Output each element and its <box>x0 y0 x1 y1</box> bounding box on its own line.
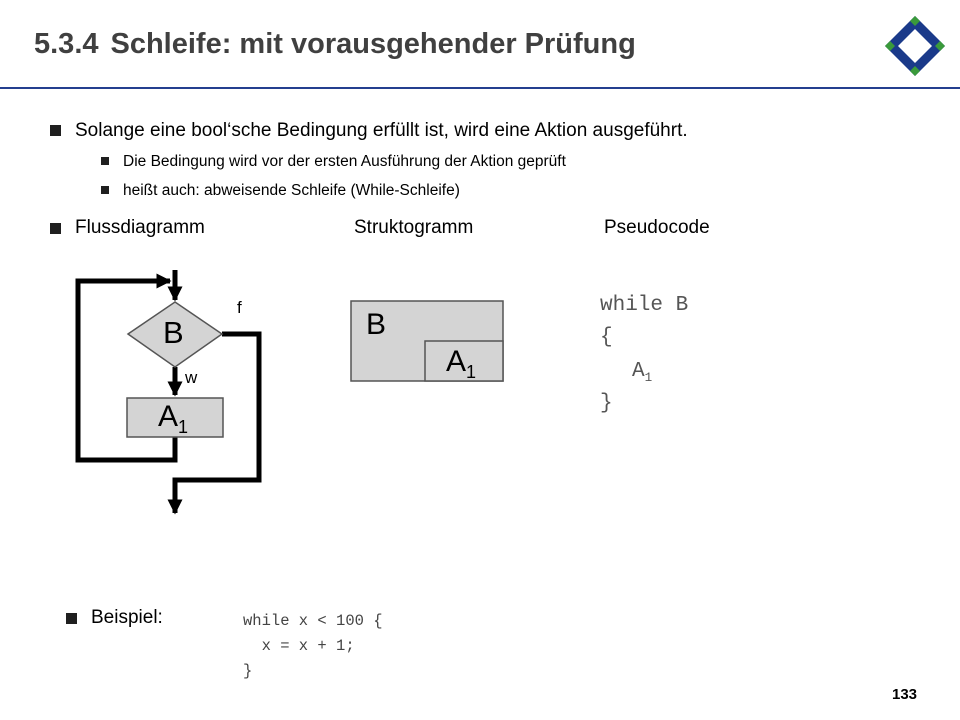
pseudo-line-4: } <box>600 392 613 415</box>
flowchart-action-label: $A_1$ <box>158 400 189 437</box>
bullet-sub-2: heißt auch: abweisende Schleife (While-Schleife) <box>123 182 460 199</box>
example-label: Beispiel: <box>91 607 163 628</box>
nsd-action-label: $A_1$ <box>446 345 477 382</box>
nsd-condition-label: B <box>366 308 387 341</box>
flowchart-false-label: f <box>237 298 242 317</box>
pseudo-line-2: { <box>600 326 613 349</box>
label-pseudocode: Pseudocode <box>604 217 710 238</box>
example-line-3: } <box>243 662 253 680</box>
bullet-sub-1: Die Bedingung wird vor der ersten Ausführung der Aktion geprüft <box>123 153 566 170</box>
pseudo-line-3: $A_1$ <box>632 360 653 386</box>
flowchart-condition-label: B <box>163 315 184 350</box>
section-number: 5.3.4 <box>34 28 99 60</box>
bullet-square-icon <box>66 613 77 624</box>
title-text: Schleife: mit vorausgehender Prüfung <box>110 28 636 60</box>
bullet-main: Solange eine bool‘sche Bedingung erfüllt ist, wird eine Aktion ausgeführt. <box>75 120 688 141</box>
example-line-2: x = x + 1; <box>243 637 355 655</box>
flowchart-true-label: w <box>185 368 198 387</box>
pseudo-line-1: while B <box>600 294 689 317</box>
label-struktogramm: Struktogramm <box>354 217 474 238</box>
page-number: 133 <box>892 686 918 703</box>
label-flussdiagramm: Flussdiagramm <box>75 217 205 238</box>
example-line-1: while x < 100 { <box>243 612 383 630</box>
